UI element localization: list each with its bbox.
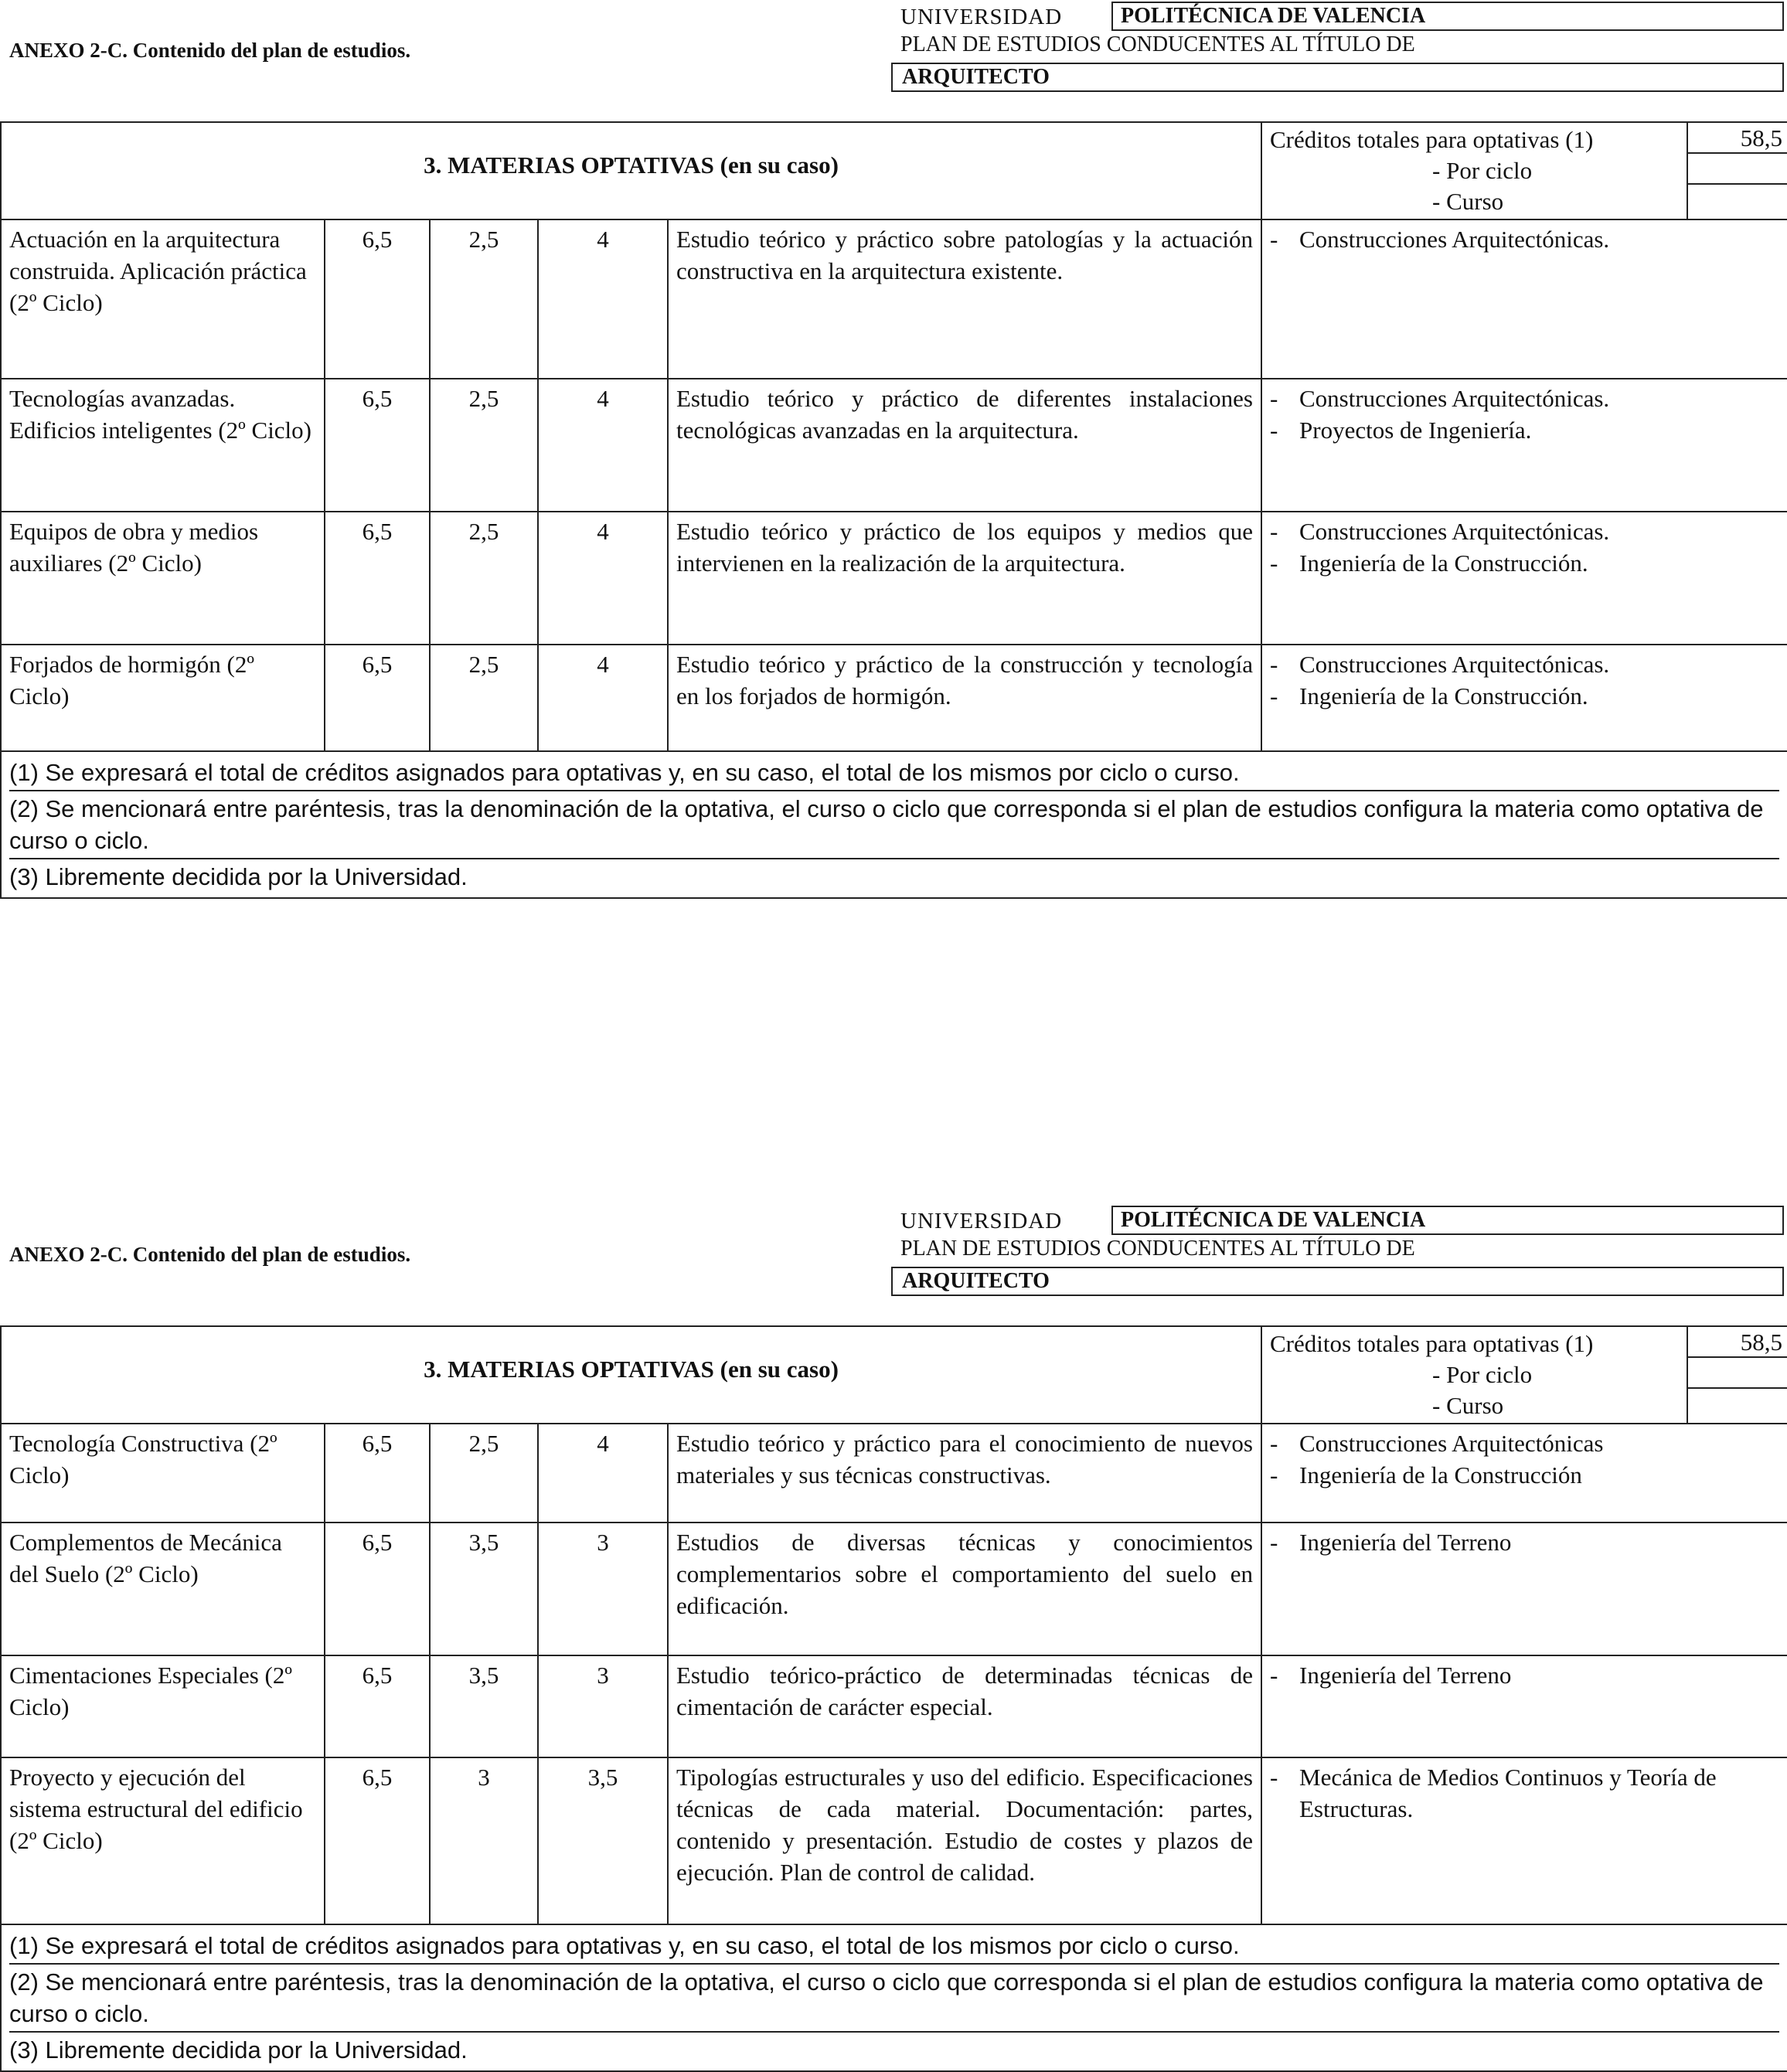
course-description: Estudio teórico y práctico para el conocimiento de nuevos materiales y sus técnicas constructivas.	[668, 1424, 1261, 1523]
course-row	[1, 512, 1787, 645]
course-description: Estudio teórico y práctico de diferentes instalaciones tecnológicas avanzadas en la arquitectura.	[668, 379, 1261, 512]
course-description: Estudios de diversas técnicas y conocimientos complementarios sobre el comportamiento del suelo en edificación.	[668, 1523, 1261, 1655]
course-practice-credits: 4	[538, 645, 668, 751]
course-theory-credits: 3	[430, 1757, 538, 1924]
footnote-2: (2) Se mencionará entre paréntesis, tras la denominación de la optativa, el curso o ciclo que corresponda si el plan de estudios configura la materia como optativa de curso o ciclo.	[9, 791, 1779, 859]
course-total-credits: 6,5	[325, 379, 430, 512]
course-theory-credits: 3,5	[430, 1523, 538, 1655]
course-areas: - Mecánica de Medios Continuos y Teoría de Estructuras.	[1261, 1757, 1787, 1924]
area-item: Ingeniería de la Construcción.	[1299, 682, 1588, 709]
annex-label: ANEXO 2-C. Contenido del plan de estudios.	[9, 1243, 411, 1266]
area-item: Ingeniería del Terreno	[1299, 1529, 1512, 1556]
university-name: POLITÉCNICA DE VALENCIA	[1111, 2, 1784, 31]
degree-title: ARQUITECTO	[891, 63, 1784, 92]
course-name: Actuación en la arquitectura construida. Aplicación práctica (2º Ciclo)	[1, 219, 325, 379]
optional-courses-table	[0, 121, 1787, 899]
course-name: Forjados de hormigón (2º Ciclo)	[1, 645, 325, 751]
course-row	[1, 379, 1787, 512]
credits-total-value: 58,5	[1688, 1327, 1787, 1358]
course-areas: - Ingeniería del Terreno	[1261, 1655, 1787, 1757]
plan-label: PLAN DE ESTUDIOS CONDUCENTES AL TÍTULO DE	[900, 32, 1415, 56]
area-item: Proyectos de Ingeniería.	[1299, 417, 1532, 444]
course-description: Estudio teórico y práctico sobre patologías y la actuación constructiva en la arquitectura existente.	[668, 219, 1261, 379]
course-name: Tecnología Constructiva (2º Ciclo)	[1, 1424, 325, 1523]
course-row	[1, 1523, 1787, 1655]
university-label: UNIVERSIDAD	[900, 5, 1063, 29]
course-description: Tipologías estructurales y uso del edificio. Especificaciones técnicas de cada material. Documentación: partes, contenido y presentación. Estudio de costes y plazos de ejecución. Plan de control de calidad.	[668, 1757, 1261, 1924]
course-row	[1, 1424, 1787, 1523]
course-total-credits: 6,5	[325, 512, 430, 645]
area-item: Construcciones Arquitectónicas.	[1299, 518, 1610, 545]
area-item: Construcciones Arquitectónicas.	[1299, 385, 1610, 412]
credits-per-cycle-label: - Por ciclo	[1432, 1361, 1533, 1388]
annex-label: ANEXO 2-C. Contenido del plan de estudios.	[9, 39, 411, 62]
course-practice-credits: 4	[538, 512, 668, 645]
course-total-credits: 6,5	[325, 645, 430, 751]
credits-per-course-value	[1688, 1389, 1787, 1420]
area-item: Construcciones Arquitectónicas.	[1299, 226, 1610, 253]
course-practice-credits: 3	[538, 1523, 668, 1655]
course-practice-credits: 4	[538, 1424, 668, 1523]
credits-per-cycle-value	[1688, 154, 1787, 185]
course-total-credits: 6,5	[325, 219, 430, 379]
section-title: 3. MATERIAS OPTATIVAS (en su caso)	[1, 1326, 1261, 1424]
course-theory-credits: 2,5	[430, 645, 538, 751]
course-practice-credits: 4	[538, 219, 668, 379]
course-areas: - Construcciones Arquitectónicas. - Ingeniería de la Construcción.	[1261, 512, 1787, 645]
credits-per-course-label: - Curso	[1432, 188, 1504, 215]
course-name: Tecnologías avanzadas. Edificios inteligentes (2º Ciclo)	[1, 379, 325, 512]
optional-courses-table	[0, 1325, 1787, 2072]
credits-per-course-value	[1688, 185, 1787, 216]
course-total-credits: 6,5	[325, 1655, 430, 1757]
course-description: Estudio teórico y práctico de la construcción y tecnología en los forjados de hormigón.	[668, 645, 1261, 751]
course-total-credits: 6,5	[325, 1757, 430, 1924]
course-theory-credits: 2,5	[430, 379, 538, 512]
university-name: POLITÉCNICA DE VALENCIA	[1111, 1206, 1784, 1235]
course-name: Equipos de obra y medios auxiliares (2º Ciclo)	[1, 512, 325, 645]
credits-per-cycle-value	[1688, 1358, 1787, 1389]
course-total-credits: 6,5	[325, 1523, 430, 1655]
credits-box	[1261, 1326, 1787, 1424]
course-row	[1, 1757, 1787, 1924]
footnote-1: (1) Se expresará el total de créditos asignados para optativas y, en su caso, el total de los mismos por ciclo o curso.	[9, 755, 1779, 791]
area-item: Ingeniería del Terreno	[1299, 1662, 1512, 1689]
course-theory-credits: 3,5	[430, 1655, 538, 1757]
area-item: Ingeniería de la Construcción	[1299, 1461, 1582, 1489]
course-name: Proyecto y ejecución del sistema estructural del edificio (2º Ciclo)	[1, 1757, 325, 1924]
course-theory-credits: 2,5	[430, 219, 538, 379]
plan-label: PLAN DE ESTUDIOS CONDUCENTES AL TÍTULO DE	[900, 1237, 1415, 1261]
course-areas: - Construcciones Arquitectónicas. - Proyectos de Ingeniería.	[1261, 379, 1787, 512]
footnote-2: (2) Se mencionará entre paréntesis, tras la denominación de la optativa, el curso o ciclo que corresponda si el plan de estudios configura la materia como optativa de curso o ciclo.	[9, 1965, 1779, 2033]
area-item: Ingeniería de la Construcción.	[1299, 549, 1588, 577]
course-row	[1, 1655, 1787, 1757]
area-item: Mecánica de Medios Continuos y Teoría de Estructuras.	[1299, 1764, 1717, 1822]
course-theory-credits: 2,5	[430, 1424, 538, 1523]
course-row	[1, 645, 1787, 751]
course-total-credits: 6,5	[325, 1424, 430, 1523]
section-title: 3. MATERIAS OPTATIVAS (en su caso)	[1, 122, 1261, 219]
course-areas: - Ingeniería del Terreno	[1261, 1523, 1787, 1655]
course-row	[1, 219, 1787, 379]
footnote-1: (1) Se expresará el total de créditos asignados para optativas y, en su caso, el total de los mismos por ciclo o curso.	[9, 1928, 1779, 1965]
course-theory-credits: 2,5	[430, 512, 538, 645]
credits-per-cycle-label: - Por ciclo	[1432, 157, 1533, 184]
degree-title: ARQUITECTO	[891, 1267, 1784, 1296]
course-description: Estudio teórico-práctico de determinadas técnicas de cimentación de carácter especial.	[668, 1655, 1261, 1757]
footnote-3: (3) Libremente decidida por la Universidad.	[9, 2036, 468, 2063]
credits-box	[1261, 122, 1787, 219]
course-areas: - Construcciones Arquitectónicas.	[1261, 219, 1787, 379]
university-label: UNIVERSIDAD	[900, 1209, 1063, 1233]
course-practice-credits: 3	[538, 1655, 668, 1757]
credits-total-label: Créditos totales para optativas (1)	[1270, 126, 1594, 153]
footnotes	[1, 751, 1787, 898]
course-name: Cimentaciones Especiales (2º Ciclo)	[1, 1655, 325, 1757]
course-name: Complementos de Mecánica del Suelo (2º Ciclo)	[1, 1523, 325, 1655]
course-description: Estudio teórico y práctico de los equipos y medios que intervienen en la realización de la arquitectura.	[668, 512, 1261, 645]
course-areas: - Construcciones Arquitectónicas - Ingeniería de la Construcción	[1261, 1424, 1787, 1523]
footnote-3: (3) Libremente decidida por la Universidad.	[9, 863, 468, 890]
course-practice-credits: 4	[538, 379, 668, 512]
area-item: Construcciones Arquitectónicas.	[1299, 651, 1610, 678]
credits-per-course-label: - Curso	[1432, 1392, 1504, 1419]
credits-total-label: Créditos totales para optativas (1)	[1270, 1330, 1594, 1357]
course-areas: - Construcciones Arquitectónicas. - Ingeniería de la Construcción.	[1261, 645, 1787, 751]
course-practice-credits: 3,5	[538, 1757, 668, 1924]
area-item: Construcciones Arquitectónicas	[1299, 1430, 1604, 1457]
footnotes	[1, 1924, 1787, 2071]
credits-total-value: 58,5	[1688, 123, 1787, 154]
